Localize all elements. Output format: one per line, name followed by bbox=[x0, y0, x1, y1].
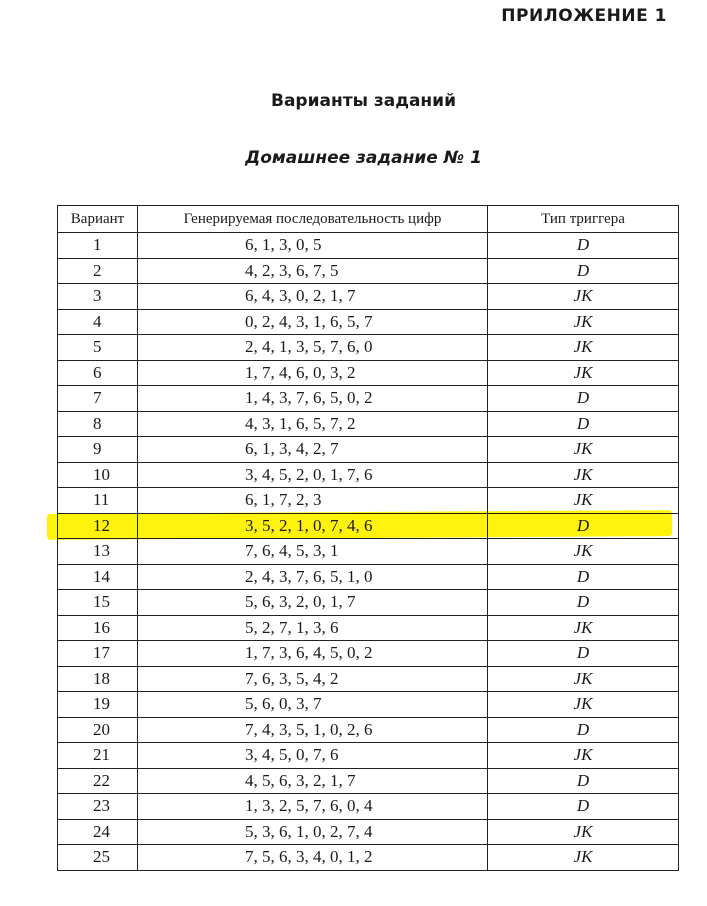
sequence-cell: 6, 1, 3, 4, 2, 7 bbox=[138, 437, 488, 463]
sequence-cell: 1, 3, 2, 5, 7, 6, 0, 4 bbox=[138, 794, 488, 820]
variant-cell: 22 bbox=[58, 768, 138, 794]
variants-table bbox=[57, 205, 679, 871]
variant-cell: 1 bbox=[58, 233, 138, 259]
sequence-cell: 1, 7, 4, 6, 0, 3, 2 bbox=[138, 360, 488, 386]
table-row bbox=[58, 513, 679, 539]
variant-cell: 25 bbox=[58, 845, 138, 871]
sequence-cell: 2, 4, 3, 7, 6, 5, 1, 0 bbox=[138, 564, 488, 590]
table-row bbox=[58, 335, 679, 361]
variant-cell: 7 bbox=[58, 386, 138, 412]
trigger-type-cell: JK bbox=[488, 845, 679, 871]
section-subtitle: Домашнее задание № 1 bbox=[245, 148, 482, 168]
variant-cell: 6 bbox=[58, 360, 138, 386]
sequence-cell: 5, 6, 0, 3, 7 bbox=[138, 692, 488, 718]
column-header-trigger: Тип триггера bbox=[488, 206, 679, 233]
table-row bbox=[58, 411, 679, 437]
variant-cell: 4 bbox=[58, 309, 138, 335]
table-row bbox=[58, 386, 679, 412]
sequence-cell: 4, 3, 1, 6, 5, 7, 2 bbox=[138, 411, 488, 437]
table-row bbox=[58, 768, 679, 794]
table-row bbox=[58, 437, 679, 463]
variant-cell: 5 bbox=[58, 335, 138, 361]
variant-cell: 12 bbox=[58, 513, 138, 539]
sequence-cell: 4, 2, 3, 6, 7, 5 bbox=[138, 258, 488, 284]
trigger-type-cell: JK bbox=[488, 819, 679, 845]
variant-cell: 9 bbox=[58, 437, 138, 463]
trigger-type-cell: JK bbox=[488, 462, 679, 488]
table-row bbox=[58, 666, 679, 692]
trigger-type-cell: JK bbox=[488, 615, 679, 641]
table-row bbox=[58, 819, 679, 845]
trigger-type-cell: D bbox=[488, 717, 679, 743]
trigger-type-cell: JK bbox=[488, 360, 679, 386]
trigger-type-cell: D bbox=[488, 513, 679, 539]
table-row bbox=[58, 743, 679, 769]
trigger-type-cell: JK bbox=[488, 335, 679, 361]
trigger-type-cell: JK bbox=[488, 539, 679, 565]
table-row bbox=[58, 539, 679, 565]
trigger-type-cell: D bbox=[488, 794, 679, 820]
table-row bbox=[58, 615, 679, 641]
appendix-label: ПРИЛОЖЕНИЕ 1 bbox=[501, 6, 667, 26]
sequence-cell: 6, 4, 3, 0, 2, 1, 7 bbox=[138, 284, 488, 310]
sequence-cell: 5, 3, 6, 1, 0, 2, 7, 4 bbox=[138, 819, 488, 845]
sequence-cell: 1, 7, 3, 6, 4, 5, 0, 2 bbox=[138, 641, 488, 667]
trigger-type-cell: D bbox=[488, 768, 679, 794]
trigger-type-cell: D bbox=[488, 564, 679, 590]
trigger-type-cell: D bbox=[488, 233, 679, 259]
trigger-type-cell: JK bbox=[488, 437, 679, 463]
table-row bbox=[58, 794, 679, 820]
trigger-type-cell: JK bbox=[488, 743, 679, 769]
trigger-type-cell: JK bbox=[488, 284, 679, 310]
variant-cell: 18 bbox=[58, 666, 138, 692]
sequence-cell: 7, 6, 3, 5, 4, 2 bbox=[138, 666, 488, 692]
variant-cell: 15 bbox=[58, 590, 138, 616]
variant-cell: 8 bbox=[58, 411, 138, 437]
trigger-type-cell: D bbox=[488, 411, 679, 437]
variant-cell: 17 bbox=[58, 641, 138, 667]
sequence-cell: 1, 4, 3, 7, 6, 5, 0, 2 bbox=[138, 386, 488, 412]
variant-cell: 19 bbox=[58, 692, 138, 718]
table-row bbox=[58, 284, 679, 310]
sequence-cell: 5, 6, 3, 2, 0, 1, 7 bbox=[138, 590, 488, 616]
sequence-cell: 7, 4, 3, 5, 1, 0, 2, 6 bbox=[138, 717, 488, 743]
trigger-type-cell: JK bbox=[488, 692, 679, 718]
variant-cell: 3 bbox=[58, 284, 138, 310]
column-header-variant: Вариант bbox=[58, 206, 138, 233]
table-row bbox=[58, 590, 679, 616]
table-row bbox=[58, 692, 679, 718]
sequence-cell: 0, 2, 4, 3, 1, 6, 5, 7 bbox=[138, 309, 488, 335]
sequence-cell: 5, 2, 7, 1, 3, 6 bbox=[138, 615, 488, 641]
trigger-type-cell: D bbox=[488, 258, 679, 284]
variant-cell: 14 bbox=[58, 564, 138, 590]
variants-table-wrapper bbox=[57, 205, 679, 871]
table-row bbox=[58, 258, 679, 284]
table-row bbox=[58, 845, 679, 871]
trigger-type-cell: D bbox=[488, 641, 679, 667]
table-row bbox=[58, 360, 679, 386]
trigger-type-cell: D bbox=[488, 386, 679, 412]
variant-cell: 23 bbox=[58, 794, 138, 820]
sequence-cell: 3, 4, 5, 0, 7, 6 bbox=[138, 743, 488, 769]
variant-cell: 13 bbox=[58, 539, 138, 565]
table-row bbox=[58, 233, 679, 259]
trigger-type-cell: D bbox=[488, 590, 679, 616]
table-row bbox=[58, 641, 679, 667]
column-header-sequence: Генерируемая последовательность цифр bbox=[138, 206, 488, 233]
trigger-type-cell: JK bbox=[488, 309, 679, 335]
sequence-cell: 6, 1, 7, 2, 3 bbox=[138, 488, 488, 514]
table-row bbox=[58, 309, 679, 335]
trigger-type-cell: JK bbox=[488, 666, 679, 692]
variant-cell: 10 bbox=[58, 462, 138, 488]
variant-cell: 24 bbox=[58, 819, 138, 845]
variant-cell: 21 bbox=[58, 743, 138, 769]
table-row bbox=[58, 488, 679, 514]
variant-cell: 2 bbox=[58, 258, 138, 284]
sequence-cell: 7, 6, 4, 5, 3, 1 bbox=[138, 539, 488, 565]
sequence-cell: 7, 5, 6, 3, 4, 0, 1, 2 bbox=[138, 845, 488, 871]
sequence-cell: 2, 4, 1, 3, 5, 7, 6, 0 bbox=[138, 335, 488, 361]
table-row bbox=[58, 462, 679, 488]
table-body bbox=[58, 233, 679, 871]
variant-cell: 16 bbox=[58, 615, 138, 641]
variant-cell: 20 bbox=[58, 717, 138, 743]
trigger-type-cell: JK bbox=[488, 488, 679, 514]
sequence-cell: 3, 4, 5, 2, 0, 1, 7, 6 bbox=[138, 462, 488, 488]
sequence-cell: 3, 5, 2, 1, 0, 7, 4, 6 bbox=[138, 513, 488, 539]
page-title: Варианты заданий bbox=[271, 91, 456, 111]
sequence-cell: 4, 5, 6, 3, 2, 1, 7 bbox=[138, 768, 488, 794]
table-row bbox=[58, 717, 679, 743]
variant-cell: 11 bbox=[58, 488, 138, 514]
table-header-row bbox=[58, 206, 679, 233]
table-row bbox=[58, 564, 679, 590]
sequence-cell: 6, 1, 3, 0, 5 bbox=[138, 233, 488, 259]
